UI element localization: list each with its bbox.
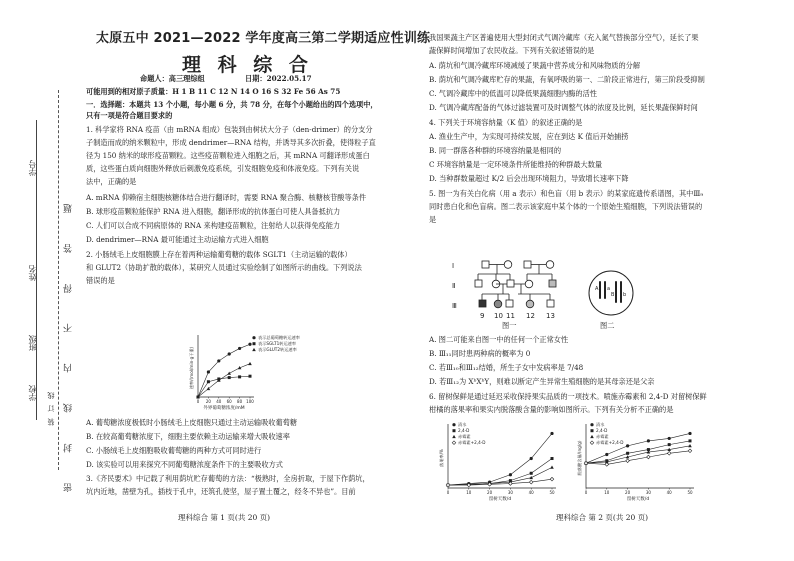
legend-entry: 2,4-D (596, 428, 608, 433)
subject-title: 理 科 综 合 (182, 54, 313, 76)
data-point (217, 359, 220, 362)
q1-line: 法中，正确的是 (86, 177, 137, 186)
generation-label-III: Ⅲ (452, 302, 457, 310)
q2-option-a: A. 葡萄糖浓度极低时小肠绒毛上皮细胞只通过主动运输吸收葡萄糖 (86, 418, 298, 427)
pedigree-female-II8 (525, 280, 533, 288)
q5-option-b: B. Ⅲ₁₁同时患两种病的概率为 0 (429, 349, 531, 358)
pedigree-number: 12 (526, 312, 535, 320)
q6-line: 柑橘的落果率和果实内脱落酸含量的影响如图所示。下列有关分析不正确的是 (429, 405, 674, 414)
section-heading-2: 只有一项是符合题目要求的 (86, 111, 173, 120)
x-axis-label: 留树天数/d (626, 497, 650, 502)
school-label: 学校 (28, 385, 37, 401)
data-point (207, 370, 210, 373)
data-point (248, 343, 251, 346)
pedigree-male-III11 (506, 300, 513, 307)
x-tick-label: 60 (226, 399, 232, 404)
pedigree-female-I2 (504, 261, 512, 269)
x-tick-label: 80 (237, 399, 243, 404)
data-point (668, 437, 671, 440)
seal-instructions: 密 封 线 内 不 得 答 题 (64, 190, 74, 493)
q4-option-b: B. 同一群落各种群的环境容纳量是相同的 (429, 146, 562, 155)
page2-footer: 理科综合 第 2 页(共 20 页) (556, 513, 649, 522)
x-tick-label: 30 (645, 490, 651, 495)
data-point (688, 432, 691, 435)
pedigree-male-II-affected (549, 280, 556, 287)
legend-entry: 赤霉素 (596, 434, 609, 439)
legend-marker (452, 423, 455, 426)
legend-marker (252, 336, 255, 339)
data-point (689, 439, 692, 442)
x-tick-label: 0 (446, 490, 450, 495)
data-point (688, 449, 692, 453)
pedigree-number: 11 (506, 312, 515, 320)
data-point (605, 453, 608, 456)
section-heading-1: 一．选择题：本题共 13 个小题，每小题 6 分，共 78 分，在每个小题给出的四个选项中， (86, 100, 378, 109)
data-point (530, 457, 533, 460)
q4-stem: 4. 下列关于环境容纳量（K 值）的叙述正确的是 (429, 118, 583, 127)
data-point (227, 372, 231, 375)
legend-marker (253, 342, 256, 345)
q3-line: 3.《齐民要术》中记载了利用荫坑贮存葡萄的方法：“极熟时，全房折取，于屋下作荫坑， (86, 474, 370, 483)
data-point (647, 439, 650, 442)
pedigree-number: 13 (546, 312, 555, 320)
q4-option-d: D. 当种群数量超过 K/2 后会出现环境阻力，导致增长速率下降 (429, 174, 629, 183)
q5-option-a: A. 图二可能来自图一中的任何一个正常女性 (429, 335, 569, 344)
data-point (626, 444, 629, 447)
data-point (228, 376, 231, 379)
allele-label: B (611, 292, 615, 298)
q1-option-d: D. dendrimer—RNA 最可能通过主动运输方式进入细胞 (86, 235, 269, 244)
q3-option-a: A. 荫坑和气调冷藏库环境减缓了果蔬中营养成分和风味物质的分解 (429, 61, 641, 70)
q5-option-d: D. 若Ⅲ₁₂为 XᵇXᵇY，则难以断定产生异常生殖细胞的是其母亲还是父亲 (429, 377, 655, 386)
abscisic-acid-chart (570, 416, 700, 506)
data-point (667, 451, 671, 455)
x-tick-label: 30 (507, 490, 513, 495)
data-point (207, 380, 210, 383)
x-tick-label: 10 (604, 490, 610, 495)
student-no-label: 学号 (28, 160, 37, 176)
legend-marker (452, 441, 456, 445)
legend-marker (453, 429, 456, 432)
data-point (551, 457, 554, 460)
pedigree-male-I1 (482, 261, 489, 268)
legend-entry: 清水 (596, 422, 605, 427)
author: 命题人：高三理综组 (140, 74, 205, 83)
data-point (688, 444, 692, 447)
data-point (668, 443, 671, 446)
legend-entry: 赤霉素 (458, 434, 471, 439)
binding-field-lines (36, 120, 38, 420)
legend-marker (590, 423, 593, 426)
q5-line: 是 (429, 215, 437, 224)
x-axis-label: 留树天数/d (488, 497, 512, 502)
y-axis-label: 落果率/% (439, 449, 444, 467)
data-point (238, 375, 241, 378)
legend-marker (452, 435, 456, 438)
data-point (509, 473, 512, 476)
series-line (198, 344, 250, 397)
series-line (198, 364, 250, 397)
series-line (586, 446, 690, 463)
pedigree-female-III10 (494, 300, 502, 308)
q2-line: 2. 小肠绒毛上皮细胞膜上存在着两种运输葡萄糖的载体 SGLT1（主动运输的载体） (86, 250, 352, 259)
q4-option-c: C 环境容纳量是一定环境条件所能维持的种群最大数量 (429, 160, 603, 169)
x-tick-label: 0 (196, 399, 200, 404)
q2-option-c: C. 小肠绒毛上皮细胞吸收葡萄糖的两种方式可同时进行 (86, 446, 262, 455)
legend-entry: 赤霉素+2,4-D (596, 440, 624, 445)
q2-option-b: B. 在较高葡萄糖浓度下，细胞主要依赖主动运输来增大吸收速率 (86, 432, 290, 441)
legend-marker (252, 348, 256, 351)
legend-marker (590, 441, 594, 445)
legend-entry: 表示总葡萄糖转运速率 (258, 335, 300, 340)
x-tick-label: 20 (625, 490, 631, 495)
q1-option-a: A. mRNA 仰赖宿主细胞核糖体结合进行翻译时，需要 RNA 聚合酶、核糖核苷酸等条件 (86, 193, 367, 202)
pedigree-number: 9 (480, 312, 485, 320)
data-point (550, 477, 554, 481)
date: 日期：2022.05.17 (245, 74, 312, 83)
legend-marker (590, 435, 594, 438)
q1-line: 子制造而成的纳米颗粒中，形成 dendrimer—RNA 结构，并诱导其多次折叠，使得粒子直 (86, 138, 376, 147)
x-tick-label: 20 (205, 399, 211, 404)
x-tick-label: 100 (246, 399, 254, 404)
pedigree-male-I3 (524, 261, 531, 268)
q5-line: 同时患白化和色盲病。图二表示该家庭中某个体的一个原始生殖细胞，下列说法错误的 (429, 202, 703, 211)
q1-option-b: B. 球形疫苗颗粒能保护 RNA 进入细胞，翻译形成的抗体蛋白可使人具备抵抗力 (86, 207, 341, 216)
legend-entry: 清水 (458, 422, 467, 427)
q1-line: 质，这些蛋白质向细胞外释放后刺激免疫系统，引发细胞免疫和体液免疫。下列有关说 (86, 164, 360, 173)
y-axis-label: 脱落酸含量/(ng/g) (577, 440, 582, 476)
data-point (550, 466, 554, 469)
generation-label-I: Ⅰ (452, 262, 455, 270)
data-point (248, 362, 252, 365)
x-tick-label: 50 (687, 490, 693, 495)
q5-option-c: C. 若Ⅲ₁₀和Ⅲ₁₂结婚，所生子女中发病率是 7/48 (429, 363, 584, 372)
pedigree-female-III12 (526, 300, 534, 308)
q2-line: 和 GLUT2（协助扩散的载体），某研究人员通过实验绘制了如图所示的曲线。下列说法 (86, 263, 362, 272)
q2-line: 错误的是 (86, 276, 115, 285)
pedigree-male-II7 (507, 280, 514, 287)
q3-line: 坑内近地，凿壁为孔，插枝于孔中，还筑孔使坚，屋子置土覆之，经冬不异也”。目前 (86, 487, 356, 496)
atomic-masses: 可能用到的相对原子质量：H 1 B 11 C 12 N 14 O 16 S 32 Fe 56 As 75 (86, 87, 341, 96)
legend-entry: 2,4-D (458, 428, 470, 433)
series-line (198, 376, 250, 397)
cell-figure (586, 268, 636, 318)
data-point (228, 352, 231, 355)
x-tick-label: 40 (666, 490, 672, 495)
data-point (238, 347, 241, 350)
q1-option-c: C. 人们可以合成不同病原体的 RNA 来构建疫苗颗粒，注射给人以获得免疫能力 (86, 221, 341, 230)
q3-option-b: B. 荫坑和气调冷藏库贮存的果蔬，有氧呼吸的第一、二阶段正常进行，第三阶段受抑制 (429, 75, 705, 84)
data-point (647, 455, 651, 459)
data-point (529, 480, 533, 484)
x-tick-label: 40 (528, 490, 534, 495)
legend-entry: 赤霉素+2,4-D (458, 440, 486, 445)
y-axis-label: 速率/(mol/min·g干重) (189, 346, 194, 390)
q1-line: 1. 科学家将 RNA 疫苗（由 mRNA 组成）包装到由树状大分子（den-drimer）的分支分 (86, 125, 373, 134)
legend-entry: 表示SGLT1转运速率 (258, 341, 297, 346)
q3-option-d: D. 气调冷藏库配备的气体过滤装置可及时调整气体的浓度及比例，延长果蔬保鲜时间 (429, 103, 698, 112)
x-axis-label: 外界葡萄糖浓度/mM (203, 406, 245, 411)
figure1-caption: 图一 (502, 321, 517, 330)
name-label: 姓名 (28, 265, 37, 281)
q2-option-d: D. 该实验可以用来探究不同葡萄糖浓度条件下的主要吸收方式 (86, 460, 283, 469)
data-point (249, 375, 252, 378)
data-point (626, 459, 630, 463)
pedigree-male-III13 (547, 300, 554, 307)
q3-continued: 蔬保鲜时间增加了农民收益。下列有关叙述错误的是 (429, 46, 595, 55)
fruit-drop-chart (432, 416, 562, 506)
dashed-seal-line (58, 90, 60, 470)
data-point (529, 476, 533, 479)
page1-footer: 理科综合 第 1 页(共 20 页) (178, 513, 271, 522)
q3-option-c: C. 气调冷藏库中的低温可以降低果蔬细胞内酶的活性 (429, 89, 597, 98)
class-label: 班级 (28, 335, 37, 351)
q5-line: 5. 图一为有关白化病（用 a 表示）和色盲（用 b 表示）的某家庭遗传系谱图，其中Ⅲ₉ (429, 189, 704, 198)
x-tick-label: 50 (549, 490, 555, 495)
q6-line: 6. 留树保鲜是通过延迟采收保持果实品质的一项技术。喷施赤霉素和 2,4-D 对留树保鲜 (429, 392, 707, 401)
legend-entry: 表示GLUT2转运速率 (258, 347, 297, 352)
q1-line: 径为 150 纳米的球形疫苗颗粒。这些疫苗颗粒进入细胞之后，其 mRNA 可翻译形成蛋白 (86, 151, 370, 160)
allele-label: b (623, 292, 627, 298)
pedigree-female-I4 (546, 261, 554, 269)
data-point (530, 472, 533, 475)
pedigree-male-III9 (479, 300, 486, 307)
allele-label: a (607, 286, 611, 292)
data-point (626, 452, 629, 455)
x-tick-label: 20 (487, 490, 493, 495)
generation-label-II: Ⅱ (452, 282, 456, 290)
q3-continued: 我国果蔬主产区普遍使用大型封闭式气调冷藏库（充入氮气替换部分空气），延长了果 (429, 33, 699, 42)
figure2-caption: 图二 (600, 321, 615, 330)
pedigree-figure (452, 258, 572, 324)
legend-marker (591, 429, 594, 432)
pedigree-number: 10 (494, 312, 503, 320)
data-point (550, 432, 553, 435)
glucose-transport-chart (176, 325, 326, 415)
x-tick-label: 40 (216, 399, 222, 404)
allele-label: A (595, 286, 599, 292)
exam-title: 太原五中 2021—2022 学年度高三第二学期适应性训练 (96, 31, 431, 46)
pedigree-male-II5 (475, 280, 482, 287)
x-tick-label: 10 (466, 490, 472, 495)
q4-option-a: A. 渔业生产中，为实现可持续发展，应在到达 K 值后开始捕捞 (429, 132, 629, 141)
x-tick-label: 0 (584, 490, 588, 495)
binding-marker: 装 订 线 (47, 390, 55, 426)
